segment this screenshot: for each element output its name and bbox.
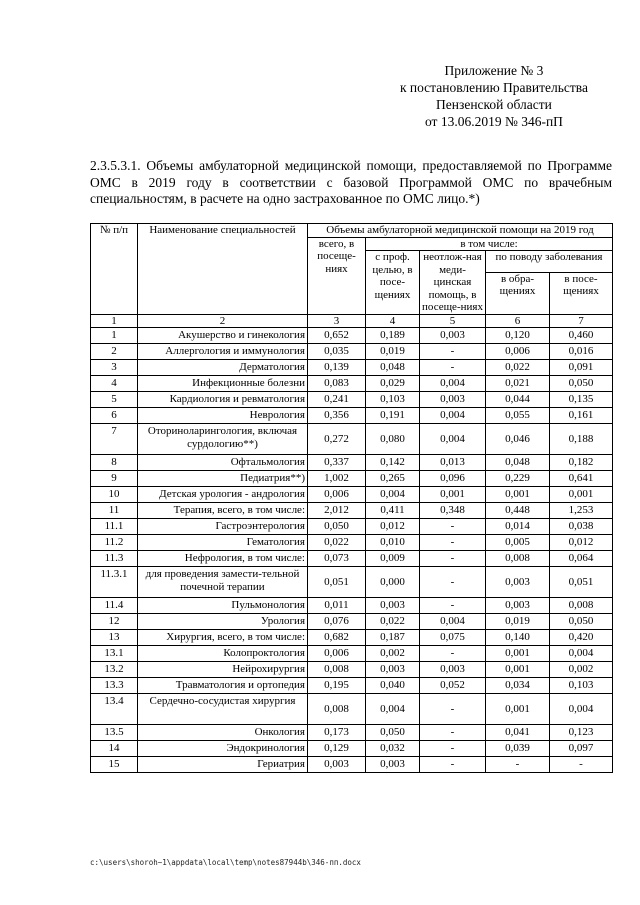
cell-total: 0,241 xyxy=(308,392,366,408)
table-row xyxy=(91,598,613,614)
specialty-name: Терапия, всего, в том числе: xyxy=(138,503,308,519)
header-name: Наименование специальностей xyxy=(138,224,308,315)
header-volumes: Объемы амбулаторной медицинской помощи на 2019 год xyxy=(308,224,613,238)
table-row xyxy=(91,344,613,360)
cell-appeals: 0,022 xyxy=(486,360,550,376)
table-row xyxy=(91,424,613,455)
cell-prof: 0,002 xyxy=(366,646,420,662)
cell-visits: 0,188 xyxy=(550,424,613,455)
cell-prof: 0,265 xyxy=(366,471,420,487)
col-number: 7 xyxy=(550,314,613,328)
cell-visits: 0,135 xyxy=(550,392,613,408)
table-row xyxy=(91,408,613,424)
cell-prof: 0,029 xyxy=(366,376,420,392)
cell-visits: 0,001 xyxy=(550,487,613,503)
table-row xyxy=(91,614,613,630)
specialty-name: Гериатрия xyxy=(138,757,308,773)
cell-urgent: 0,003 xyxy=(420,392,486,408)
cell-appeals: 0,140 xyxy=(486,630,550,646)
cell-prof: 0,048 xyxy=(366,360,420,376)
specialty-name: Травматология и ортопедия xyxy=(138,678,308,694)
cell-visits: 0,091 xyxy=(550,360,613,376)
cell-total: 0,022 xyxy=(308,535,366,551)
cell-total: 0,195 xyxy=(308,678,366,694)
cell-urgent: - xyxy=(420,535,486,551)
cell-visits: 0,016 xyxy=(550,344,613,360)
table-row xyxy=(91,360,613,376)
cell-total: 0,337 xyxy=(308,455,366,471)
cell-appeals: 0,003 xyxy=(486,567,550,598)
col-number: 4 xyxy=(366,314,420,328)
row-number: 13.5 xyxy=(91,725,138,741)
cell-urgent: - xyxy=(420,519,486,535)
cell-urgent: 0,003 xyxy=(420,328,486,344)
header-including: в том числе: xyxy=(366,237,613,251)
table-row xyxy=(91,646,613,662)
cell-total: 0,050 xyxy=(308,519,366,535)
volumes-table xyxy=(90,223,613,773)
cell-appeals: 0,001 xyxy=(486,662,550,678)
col-number: 2 xyxy=(138,314,308,328)
cell-prof: 0,411 xyxy=(366,503,420,519)
cell-appeals: 0,003 xyxy=(486,598,550,614)
row-number: 13.1 xyxy=(91,646,138,662)
cell-total: 0,008 xyxy=(308,694,366,725)
file-path-footer: c:\users\shoroh~1\appdata\local\temp\notes87944b\346-пп.docx xyxy=(90,858,361,867)
row-number: 11.2 xyxy=(91,535,138,551)
cell-urgent: 0,075 xyxy=(420,630,486,646)
header-urgent: неотлож-ная меди-цинская помощь, в посеще-ниях xyxy=(420,251,486,315)
cell-urgent: 0,004 xyxy=(420,376,486,392)
specialty-name: Неврология xyxy=(138,408,308,424)
cell-total: 0,083 xyxy=(308,376,366,392)
row-number: 11.3.1 xyxy=(91,567,138,598)
cell-urgent: - xyxy=(420,694,486,725)
specialty-name: для проведения замести-тельной почечной терапии xyxy=(138,567,308,598)
specialty-name: Оториноларингология, включая сурдологию**) xyxy=(138,424,308,455)
cell-total: 0,129 xyxy=(308,741,366,757)
cell-visits: 0,420 xyxy=(550,630,613,646)
table-row xyxy=(91,741,613,757)
cell-prof: 0,019 xyxy=(366,344,420,360)
specialty-name: Детская урология - андрология xyxy=(138,487,308,503)
cell-visits: 0,103 xyxy=(550,678,613,694)
cell-visits: 0,051 xyxy=(550,567,613,598)
cell-visits: 0,050 xyxy=(550,376,613,392)
cell-urgent: - xyxy=(420,646,486,662)
cell-prof: 0,022 xyxy=(366,614,420,630)
cell-visits: 0,123 xyxy=(550,725,613,741)
appendix-date: от 13.06.2019 № 346-пП xyxy=(424,114,563,129)
cell-visits: 0,038 xyxy=(550,519,613,535)
cell-prof: 0,050 xyxy=(366,725,420,741)
row-number: 13.3 xyxy=(91,678,138,694)
cell-total: 0,051 xyxy=(308,567,366,598)
specialty-name: Офтальмология xyxy=(138,455,308,471)
row-number: 12 xyxy=(91,614,138,630)
cell-appeals: 0,048 xyxy=(486,455,550,471)
cell-appeals: 0,001 xyxy=(486,487,550,503)
table-row xyxy=(91,328,613,344)
row-number: 7 xyxy=(91,424,138,455)
cell-prof: 0,009 xyxy=(366,551,420,567)
appendix-title: Приложение № 3 xyxy=(444,63,544,78)
cell-total: 0,011 xyxy=(308,598,366,614)
cell-total: 0,008 xyxy=(308,662,366,678)
cell-visits: 0,008 xyxy=(550,598,613,614)
cell-urgent: 0,003 xyxy=(420,662,486,678)
specialty-name: Акушерство и гинекология xyxy=(138,328,308,344)
cell-total: 0,006 xyxy=(308,487,366,503)
header-visits: в посе-щениях xyxy=(550,272,613,314)
cell-visits: 0,004 xyxy=(550,694,613,725)
cell-appeals: 0,019 xyxy=(486,614,550,630)
cell-prof: 0,080 xyxy=(366,424,420,455)
table-body xyxy=(91,328,613,773)
cell-prof: 0,032 xyxy=(366,741,420,757)
col-number: 1 xyxy=(91,314,138,328)
cell-total: 2,012 xyxy=(308,503,366,519)
cell-urgent: - xyxy=(420,567,486,598)
row-number: 11.4 xyxy=(91,598,138,614)
table-header xyxy=(91,224,613,328)
row-number: 11 xyxy=(91,503,138,519)
table-row xyxy=(91,519,613,535)
cell-appeals: 0,046 xyxy=(486,424,550,455)
cell-appeals: 0,006 xyxy=(486,344,550,360)
cell-prof: 0,000 xyxy=(366,567,420,598)
header-disease: по поводу заболевания xyxy=(486,251,613,273)
cell-appeals: 0,044 xyxy=(486,392,550,408)
table-row xyxy=(91,392,613,408)
cell-prof: 0,010 xyxy=(366,535,420,551)
cell-appeals: 0,034 xyxy=(486,678,550,694)
specialty-name: Аллергология и иммунология xyxy=(138,344,308,360)
cell-prof: 0,004 xyxy=(366,694,420,725)
specialty-name: Урология xyxy=(138,614,308,630)
cell-urgent: - xyxy=(420,344,486,360)
cell-appeals: 0,001 xyxy=(486,694,550,725)
row-number: 9 xyxy=(91,471,138,487)
table-row xyxy=(91,455,613,471)
column-number-row xyxy=(91,314,613,328)
cell-urgent: - xyxy=(420,360,486,376)
row-number: 3 xyxy=(91,360,138,376)
cell-total: 1,002 xyxy=(308,471,366,487)
row-number: 6 xyxy=(91,408,138,424)
row-number: 5 xyxy=(91,392,138,408)
cell-appeals: - xyxy=(486,757,550,773)
specialty-name: Хирургия, всего, в том числе: xyxy=(138,630,308,646)
cell-prof: 0,003 xyxy=(366,598,420,614)
specialty-name: Кардиология и ревматология xyxy=(138,392,308,408)
cell-urgent: - xyxy=(420,725,486,741)
row-number: 1 xyxy=(91,328,138,344)
table-row xyxy=(91,662,613,678)
specialty-name: Онкология xyxy=(138,725,308,741)
cell-urgent: 0,004 xyxy=(420,614,486,630)
cell-total: 0,682 xyxy=(308,630,366,646)
cell-total: 0,356 xyxy=(308,408,366,424)
cell-urgent: 0,004 xyxy=(420,424,486,455)
table-row xyxy=(91,678,613,694)
cell-total: 0,139 xyxy=(308,360,366,376)
table-row xyxy=(91,503,613,519)
row-number: 11.3 xyxy=(91,551,138,567)
cell-urgent: 0,001 xyxy=(420,487,486,503)
table-row xyxy=(91,725,613,741)
cell-urgent: - xyxy=(420,598,486,614)
cell-prof: 0,003 xyxy=(366,662,420,678)
cell-prof: 0,187 xyxy=(366,630,420,646)
header-total: всего, в посеще-ниях xyxy=(308,237,366,314)
cell-prof: 0,142 xyxy=(366,455,420,471)
cell-urgent: - xyxy=(420,551,486,567)
cell-appeals: 0,014 xyxy=(486,519,550,535)
col-number: 3 xyxy=(308,314,366,328)
specialty-name: Колопроктология xyxy=(138,646,308,662)
cell-appeals: 0,005 xyxy=(486,535,550,551)
cell-appeals: 0,055 xyxy=(486,408,550,424)
row-number: 13.2 xyxy=(91,662,138,678)
row-number: 2 xyxy=(91,344,138,360)
cell-visits: 0,002 xyxy=(550,662,613,678)
table-row xyxy=(91,471,613,487)
cell-total: 0,076 xyxy=(308,614,366,630)
table-row xyxy=(91,694,613,725)
table-row xyxy=(91,376,613,392)
specialty-name: Нефрология, в том числе: xyxy=(138,551,308,567)
specialty-name: Педиатрия**) xyxy=(138,471,308,487)
appendix-reference: к постановлению Правительства xyxy=(399,80,588,95)
cell-appeals: 0,008 xyxy=(486,551,550,567)
cell-urgent: - xyxy=(420,741,486,757)
col-number: 6 xyxy=(486,314,550,328)
cell-total: 0,652 xyxy=(308,328,366,344)
row-number: 10 xyxy=(91,487,138,503)
cell-prof: 0,189 xyxy=(366,328,420,344)
table-row xyxy=(91,567,613,598)
cell-total: 0,006 xyxy=(308,646,366,662)
cell-appeals: 0,001 xyxy=(486,646,550,662)
row-number: 4 xyxy=(91,376,138,392)
cell-visits: 0,050 xyxy=(550,614,613,630)
cell-appeals: 0,021 xyxy=(486,376,550,392)
header-appeals: в обра-щениях xyxy=(486,272,550,314)
cell-urgent: 0,052 xyxy=(420,678,486,694)
specialty-name: Гематология xyxy=(138,535,308,551)
cell-total: 0,035 xyxy=(308,344,366,360)
cell-prof: 0,004 xyxy=(366,487,420,503)
cell-total: 0,173 xyxy=(308,725,366,741)
appendix-header xyxy=(400,62,588,130)
cell-visits: 0,097 xyxy=(550,741,613,757)
header-num: № п/п xyxy=(91,224,138,315)
header-prof: с проф. целью, в посе-щениях xyxy=(366,251,420,315)
cell-prof: 0,040 xyxy=(366,678,420,694)
cell-appeals: 0,041 xyxy=(486,725,550,741)
cell-visits: 0,161 xyxy=(550,408,613,424)
specialty-name: Гастроэнтерология xyxy=(138,519,308,535)
table-row xyxy=(91,551,613,567)
row-number: 11.1 xyxy=(91,519,138,535)
cell-appeals: 0,448 xyxy=(486,503,550,519)
cell-visits: 0,064 xyxy=(550,551,613,567)
specialty-name: Эндокринология xyxy=(138,741,308,757)
specialty-name: Нейрохирургия xyxy=(138,662,308,678)
cell-visits: 0,460 xyxy=(550,328,613,344)
cell-visits: 0,004 xyxy=(550,646,613,662)
cell-appeals: 0,120 xyxy=(486,328,550,344)
cell-urgent: 0,004 xyxy=(420,408,486,424)
cell-total: 0,272 xyxy=(308,424,366,455)
appendix-region: Пензенской области xyxy=(436,97,552,112)
cell-urgent: 0,013 xyxy=(420,455,486,471)
cell-visits: 0,012 xyxy=(550,535,613,551)
specialty-name: Дерматология xyxy=(138,360,308,376)
row-number: 13.4 xyxy=(91,694,138,725)
cell-prof: 0,191 xyxy=(366,408,420,424)
cell-visits: 1,253 xyxy=(550,503,613,519)
cell-urgent: 0,348 xyxy=(420,503,486,519)
col-number: 5 xyxy=(420,314,486,328)
cell-urgent: - xyxy=(420,757,486,773)
table-row xyxy=(91,757,613,773)
cell-prof: 0,103 xyxy=(366,392,420,408)
cell-urgent: 0,096 xyxy=(420,471,486,487)
table-row xyxy=(91,630,613,646)
cell-appeals: 0,229 xyxy=(486,471,550,487)
row-number: 15 xyxy=(91,757,138,773)
cell-visits: - xyxy=(550,757,613,773)
specialty-name: Пульмонология xyxy=(138,598,308,614)
cell-total: 0,073 xyxy=(308,551,366,567)
specialty-name: Сердечно-сосудистая хирургия xyxy=(138,694,308,725)
cell-prof: 0,003 xyxy=(366,757,420,773)
row-number: 13 xyxy=(91,630,138,646)
specialty-name: Инфекционные болезни xyxy=(138,376,308,392)
cell-prof: 0,012 xyxy=(366,519,420,535)
cell-appeals: 0,039 xyxy=(486,741,550,757)
cell-visits: 0,641 xyxy=(550,471,613,487)
cell-total: 0,003 xyxy=(308,757,366,773)
table-row xyxy=(91,535,613,551)
row-number: 8 xyxy=(91,455,138,471)
table-row xyxy=(91,487,613,503)
section-title: 2.3.5.3.1. Объемы амбулаторной медицинской помощи, предоставляемой по Программе ОМС в 2019 году в соответствии с базовой Программой ОМС по врачебным специальностям, в расчете на одно застрахованное по ОМС лицо.*) xyxy=(90,158,612,206)
cell-visits: 0,182 xyxy=(550,455,613,471)
row-number: 14 xyxy=(91,741,138,757)
